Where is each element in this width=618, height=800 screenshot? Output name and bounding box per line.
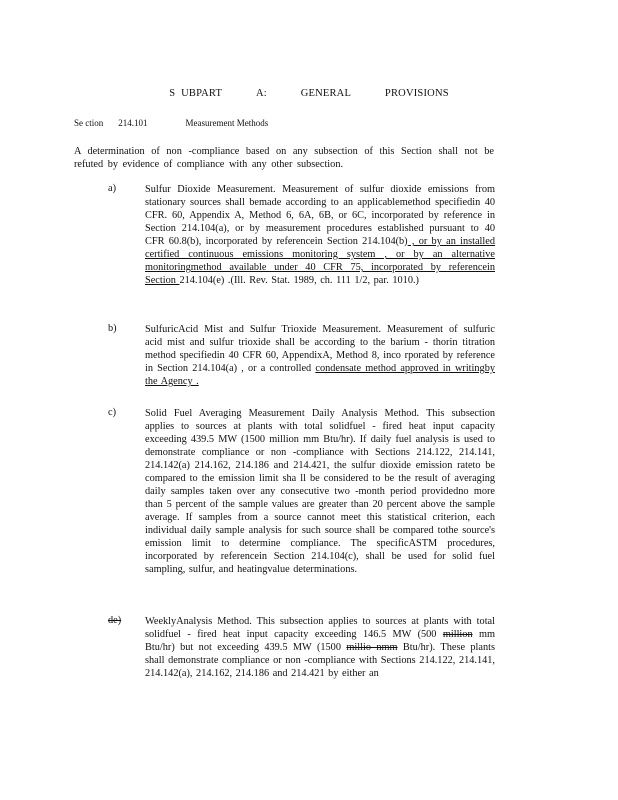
subsection-b-inserted-text: condensate method approved in writingby the Agency . [145,363,495,387]
subsection-d-part-2: mm Btu/hr) but not exceeding 439.5 MW (1500 [145,629,495,653]
section-title: Measurement Methods [185,118,269,128]
subsection-c-text: Solid Fuel Averaging Measurement Daily Analysis Method. This subsection applies to sources at plants with total solidfuel - fired heat input capacity exceeding 439.5 MW (1500 million mm Btu/hr). If daily fuel analysis is used to demonstrate compliance or non -compliance with Sections 214.122, 214.141, 214.142(a) 214.162, 214.186 and 214.421, the sulfur dioxide emission rateto be compared to the emission limit sha ll be considered to be the result of averaging daily samples taken over any consecutive two -month period providedno more than 5 percent of the sample values are greater than 20 percent above the sample average. If samples from a source cannot meet this statistical criterion, each individual daily sample analysis for such source shall be compared tothe source's emission limit to determine compliance. The specificASTM procedures, incorporated by referencein Section 214.104(c), shall be used for solid fuel sampling, sulfur, and heatingvalue determinations. [145,408,495,575]
section-number: 214.101 [118,118,148,128]
heading-letter: A: [255,88,267,99]
subsection-d-part-3: Btu/hr). These plants shall demonstrate compliance or non -compliance with Sections 214.122, 214.141, 214.142(a), 214.162, 214.186 and 214.421 by either an [145,642,495,679]
subsection-c-letter: c) [108,407,116,418]
section-label: Se ction [74,118,104,128]
subsection-b-text [145,323,495,388]
subsection-d-letter: de) [108,615,122,626]
intro-paragraph: A determination of non -compliance based on any subsection of this Section shall not be refuted by evidence of compliance with any other subsection. [74,146,494,170]
subsection-a-letter: a) [108,183,116,194]
heading-provisions: PROVISIONS [384,88,449,99]
subsection-a-inserted-text: , or by an installed certified continuous emissions monitoring system , or by an alternative monitoringmethod available under 40 CFR 75, incorporated by referencein Section [145,236,495,286]
subsection-d-deleted-1: million [442,629,473,640]
section-heading [74,118,268,128]
subsection-b-letter: b) [108,323,117,334]
subsection-b-plain: SulfuricAcid Mist and Sulfur Trioxide Measurement. Measurement of sulfuric acid mist and sulfur trioxide shall be according to the barium - thorin titration method specifiedin 40 CFR 60, AppendixA, Method 8, inco rporated by reference in Section 214.104(a) , or a controlled [145,324,495,374]
subsection-a-text [145,183,495,287]
subsection-a-plain: Sulfur Dioxide Measurement. Measurement of sulfur dioxide emissions from stationary sources shall bemade according to an applicablemethod specifiedin 40 CFR. 60, Appendix A, Method 6, 6A, 6B, or 6C, incorporated by reference in Section 214.104(a), or by measurement procedures established pursuant to 40 CFR 60.8(b), incorporated by referencein Section 214.104(b) [145,184,495,247]
heading-general: GENERAL [300,88,352,99]
subsection-d-text [145,615,495,680]
subsection-d-deleted-2: millio nmm [346,642,398,653]
subpart-heading [0,88,618,99]
heading-subpart: S UBPART [169,88,223,99]
subsection-a-tail: 214.104(e) .(Ill. Rev. Stat. 1989, ch. 111 1/2, par. 1010.) [179,275,419,286]
subsection-d-part-1: WeeklyAnalysis Method. This subsection applies to sources at plants with total solidfuel - fired heat input capacity exceeding 146.5 MW (500 [145,616,495,640]
